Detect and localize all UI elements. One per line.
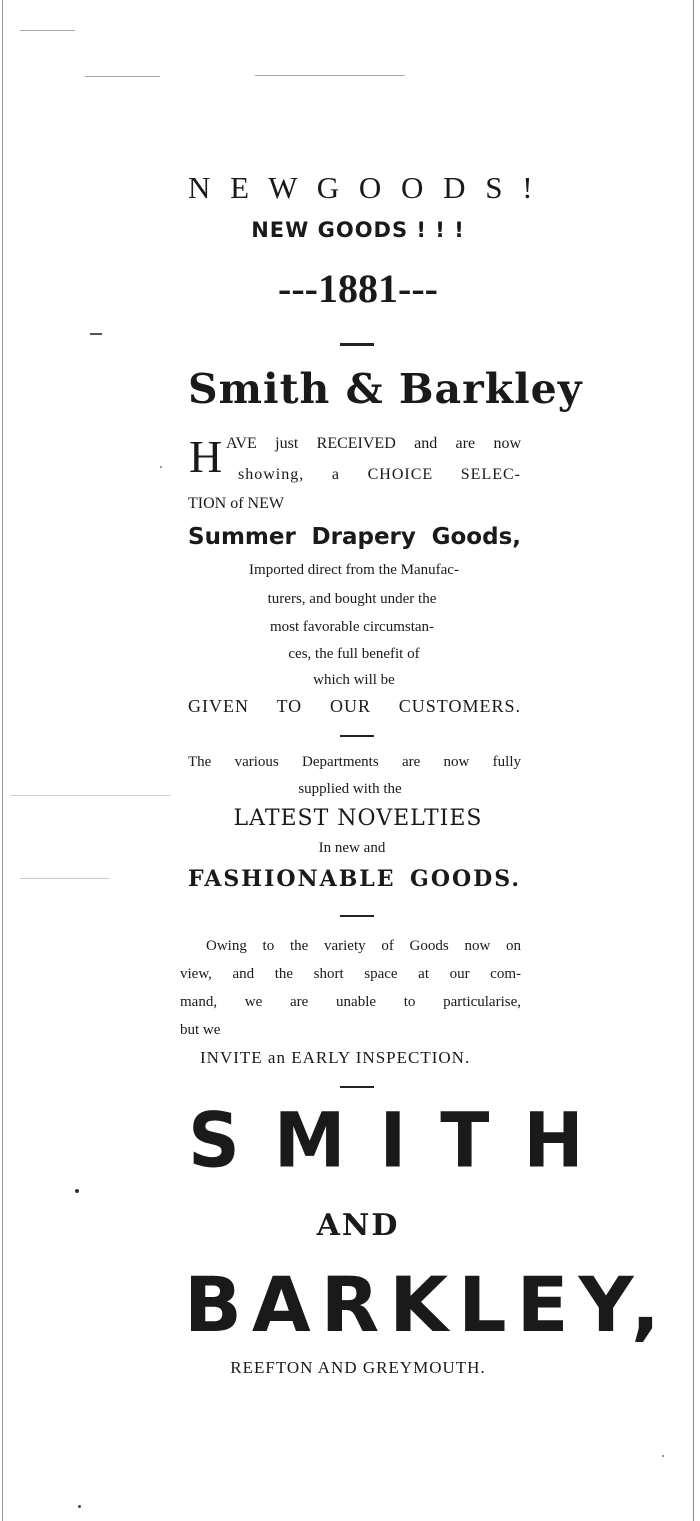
footer-location: REEFTON AND GREYMOUTH. [230, 1358, 486, 1377]
fashionable-goods: FASHIONABLE GOODS. [188, 866, 521, 892]
owing-line-4: but we [180, 1022, 221, 1038]
scan-speck [160, 466, 162, 468]
scan-noise [90, 333, 102, 335]
intro-line-3: TION of NEW [188, 495, 284, 512]
owing-line-2: view, and the short space at our com- [180, 966, 521, 982]
divider-rule [340, 343, 374, 346]
owing-line-3: mand, we are unable to particularise, [180, 994, 521, 1010]
page-edge-right [693, 0, 694, 1521]
import-line-4: ces, the full benefit of [288, 646, 420, 662]
owing-line-1: Owing to the variety of Goods now on [206, 938, 521, 954]
page-edge-left [2, 0, 3, 1521]
invite-line: INVITE an EARLY INSPECTION. [200, 1048, 471, 1067]
given-line: GIVEN TO OUR CUSTOMERS. [188, 696, 521, 716]
divider-rule [340, 735, 374, 737]
intro-line-1: AVE just RECEIVED and are now [226, 435, 521, 452]
divider-rule [340, 915, 374, 917]
year-banner: ---1881--- [278, 266, 438, 311]
headline: N E W G O O D S ! [188, 170, 539, 205]
scan-noise [20, 878, 110, 879]
footer-barkley: BARKLEY, [184, 1260, 670, 1349]
scan-noise [255, 75, 405, 76]
in-new-and: In new and [318, 840, 386, 856]
goods-heading: Summer Drapery Goods, [188, 524, 521, 550]
import-line-5: which will be [313, 672, 395, 688]
drop-cap: H [189, 431, 223, 482]
import-line-1: Imported direct from the Manufac- [249, 562, 459, 578]
subheadline: NEW GOODS ! ! ! [251, 218, 465, 242]
scan-speck [662, 1455, 664, 1457]
departments-line-2: supplied with the [298, 781, 402, 797]
scan-speck [75, 1189, 79, 1193]
scan-noise [85, 76, 160, 77]
import-line-2: turers, and bought under the [267, 591, 437, 607]
departments-line-1: The various Departments are now fully [188, 754, 521, 770]
firm-name: Smith & Barkley [188, 365, 583, 413]
footer-smith: SMITH [188, 1095, 618, 1185]
latest-novelties: LATEST NOVELTIES [233, 806, 483, 831]
intro-line-2: showing, a CHOICE SELEC- [238, 466, 521, 483]
scan-noise [10, 795, 170, 796]
scan-speck [78, 1505, 81, 1508]
divider-rule [340, 1086, 374, 1088]
import-line-3: most favorable circumstan- [269, 619, 435, 635]
footer-and: AND [316, 1208, 400, 1243]
scan-noise [20, 30, 75, 31]
